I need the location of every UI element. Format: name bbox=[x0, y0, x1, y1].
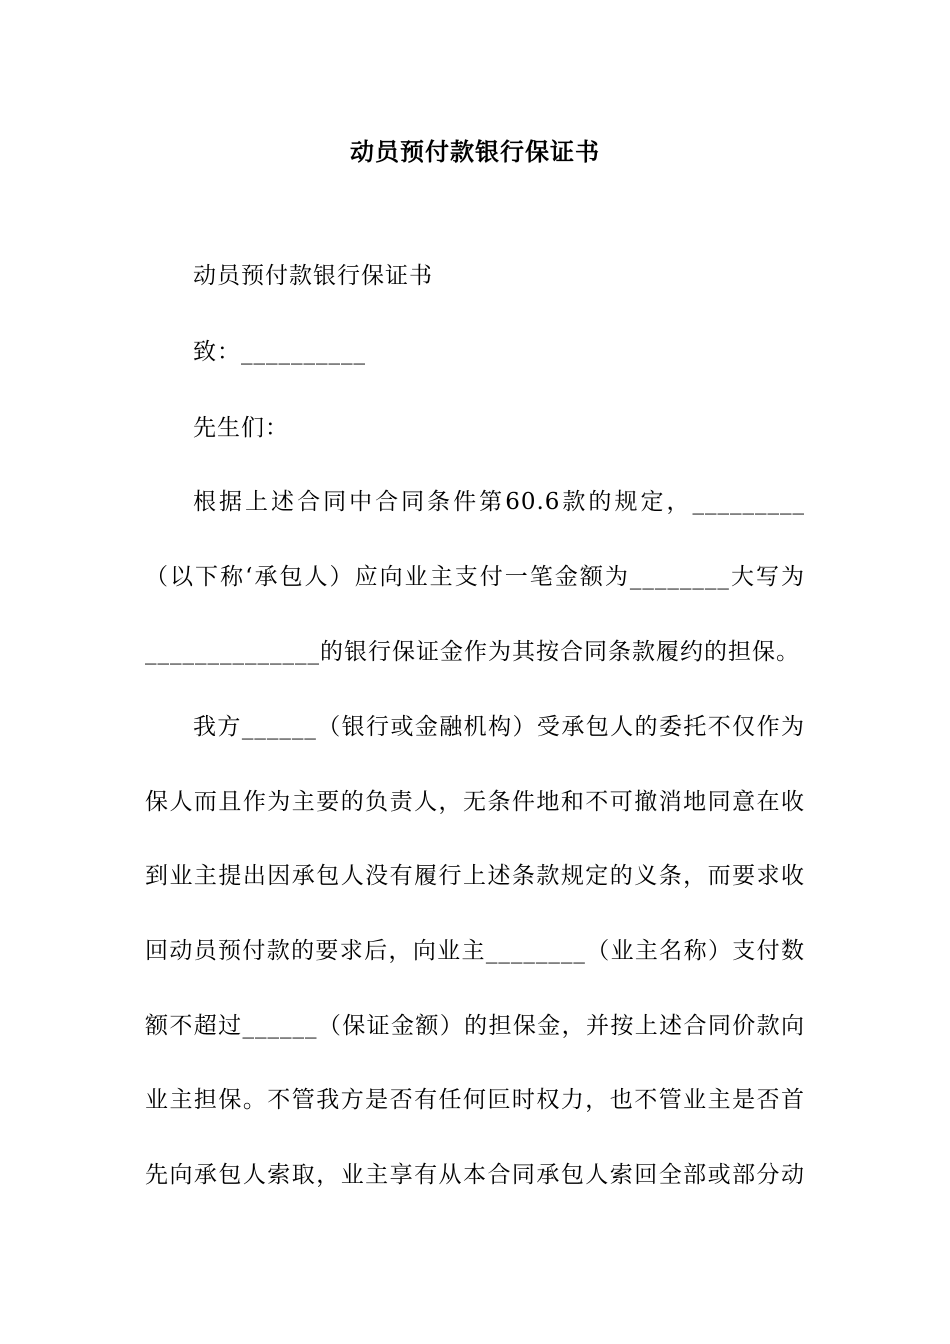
body-line: 额不超过______（保证金额）的担保金，并按上述合同价款向 bbox=[145, 1013, 805, 1039]
body-line-addressee: 致：__________ bbox=[193, 339, 366, 365]
body-line: 业主担保。不管我方是否有任何叵时权力，也不管业主是否首 bbox=[145, 1087, 805, 1113]
body-line: 根据上述合同中合同条件第60.6款的规定，_________ bbox=[193, 489, 805, 515]
body-line: 我方______（银行或金融机构）受承包人的委托不仅作为 bbox=[193, 714, 805, 740]
body-line: 到业主提出因承包人没有履行上述条款规定的义条，而要求收 bbox=[145, 863, 805, 889]
body-line-heading: 动员预付款银行保证书 bbox=[193, 263, 433, 289]
body-line-salutation: 先生们： bbox=[193, 415, 289, 441]
body-line: （以下称‘承包人）应向业主支付一笔金额为________大写为 bbox=[145, 564, 805, 590]
body-line: 回动员预付款的要求后，向业主________（业主名称）支付数 bbox=[145, 938, 805, 964]
document-title: 动员预付款银行保证书 bbox=[350, 137, 600, 166]
body-line: ______________的银行保证金作为其按合同条款履约的担保。 bbox=[145, 639, 800, 665]
body-line: 保人而且作为主要的负责人，无条件地和不可撤消地同意在收 bbox=[145, 789, 805, 815]
body-line: 先向承包人索取，业主享有从本合同承包人索回全部或部分动 bbox=[145, 1162, 805, 1188]
